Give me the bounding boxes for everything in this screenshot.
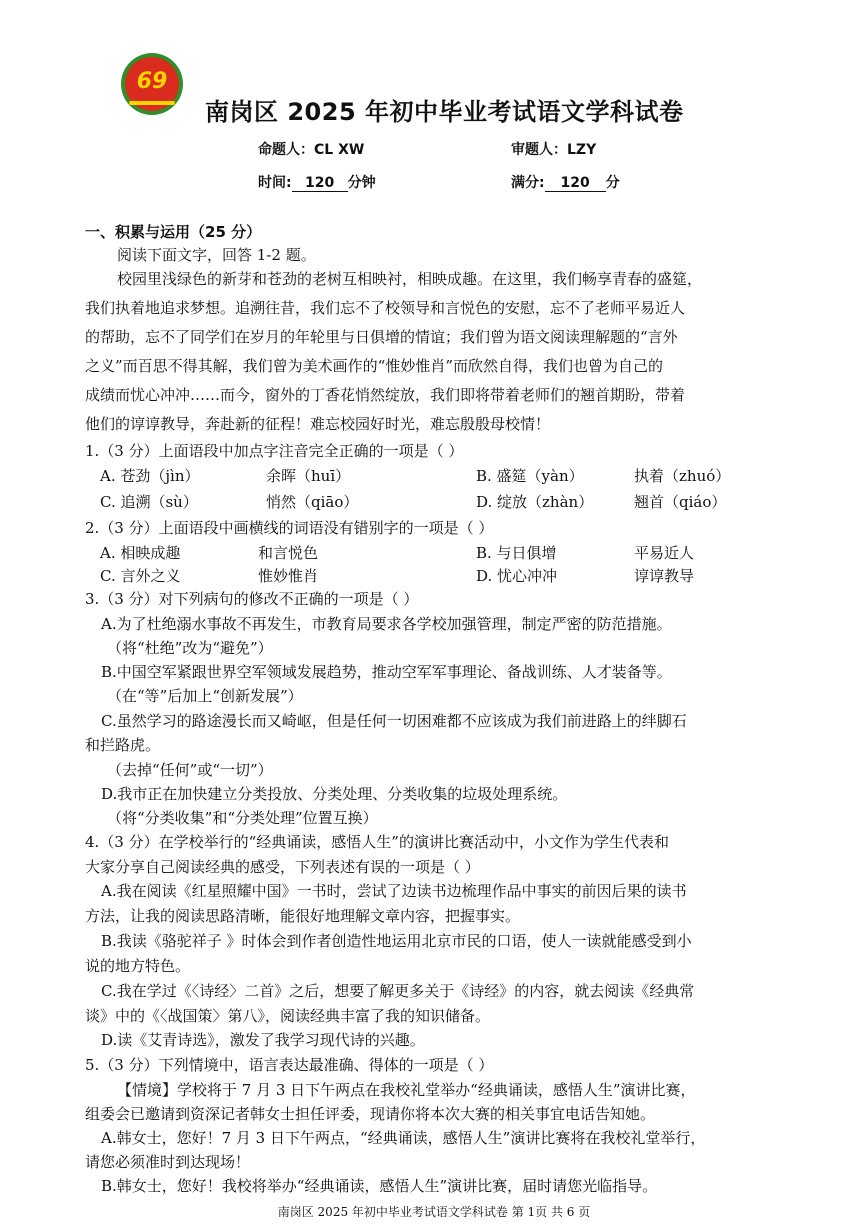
time-value: 120 bbox=[292, 175, 348, 192]
time-info: 时间: 120 分钟 bbox=[258, 175, 376, 191]
q1-option-a2: 余晖（huī） bbox=[266, 467, 351, 485]
q2-option-d2: 谆谆教导 bbox=[634, 567, 695, 585]
page-footer: 南岗区 2025 年初中毕业考试语文学科试卷 第 1页 共 6 页 bbox=[277, 1205, 591, 1219]
passage-line: 校园里浅绿色的新芽和苍劲的老树互相映衬，相映成趣。在这里，我们畅享青春的盛筵， bbox=[117, 270, 703, 288]
school-logo: 69 bbox=[121, 53, 183, 115]
reviewer-label: 审题人：LZY bbox=[511, 142, 597, 158]
q4-line: C.我在学过《〈诗经〉二首》之后，想要了解更多关于《诗经》的内容，就去阅读《经典常 bbox=[101, 982, 695, 1000]
q2-option-b: B. 与日俱增 bbox=[476, 544, 557, 562]
q4-line: 谈》中的《〈战国策〉第八》，阅读经典丰富了我的知识储备。 bbox=[85, 1007, 491, 1025]
q5-line: 组委会已邀请到资深记者韩女士担任评委，现请你将本次大赛的相关事宜电话告知她。 bbox=[85, 1105, 656, 1123]
q1-option-d: D. 绽放（zhàn） bbox=[476, 493, 594, 511]
q5-line: 【情境】学校将于 7 月 3 日下午两点在我校礼堂举办“经典诵读，感悟人生”演讲比赛， bbox=[117, 1081, 696, 1099]
question-4-stem-cont: 大家分享自己阅读经典的感受，下列表述有误的一项是（ ） bbox=[85, 858, 480, 876]
question-5-stem: 5.（3 分）下列情境中，语言表达最准确、得体的一项是（ ） bbox=[85, 1056, 494, 1074]
q4-line: 说的地方特色。 bbox=[85, 957, 191, 975]
q1-option-b2: 执着（zhuó） bbox=[634, 467, 731, 485]
q1-option-c: C. 追溯（sù） bbox=[100, 493, 198, 511]
q3-line: （在“等”后加上“创新发展”） bbox=[107, 687, 303, 705]
q2-option-a2: 和言悦色 bbox=[258, 544, 319, 562]
q5-line: B.韩女士，您好！我校将举办“经典诵读，感悟人生”演讲比赛，届时请您光临指导。 bbox=[101, 1177, 658, 1195]
q2-option-d: D. 忧心冲冲 bbox=[476, 567, 558, 585]
exam-title: 南岗区 2025 年初中毕业考试语文学科试卷 bbox=[205, 98, 684, 126]
q1-option-d2: 翘首（qiáo） bbox=[634, 493, 727, 511]
q2-option-b2: 平易近人 bbox=[634, 544, 695, 562]
q3-line: （去掉“任何”或“一切”） bbox=[107, 761, 273, 779]
passage-line: 成绩而忧心冲冲……而今，窗外的丁香花悄然绽放，我们即将带着老师们的翘首期盼，带着 bbox=[85, 386, 686, 404]
passage-line: 之义”而百思不得其解，我们曾为美术画作的“惟妙惟肖”而欣然自得，我们也曾为自己的 bbox=[85, 357, 664, 375]
q3-line: （将“分类收集”和“分类处理”位置互换） bbox=[107, 809, 378, 827]
q2-option-c2: 惟妙惟肖 bbox=[258, 567, 319, 585]
q2-option-c: C. 言外之义 bbox=[100, 567, 181, 585]
passage-line: 的帮助，忘不了同学们在岁月的年轮里与日俱增的情谊；我们曾为语文阅读理解题的“言外 bbox=[85, 328, 678, 346]
score-info: 满分: 120 分 bbox=[511, 175, 620, 191]
q1-option-a: A. 苍劲（jìn） bbox=[100, 467, 200, 485]
q1-option-b: B. 盛筵（yàn） bbox=[476, 467, 584, 485]
q3-line: C.虽然学习的路途漫长而又崎岖，但是任何一切困难都不应该成为我们前进路上的绊脚石 bbox=[101, 712, 687, 730]
question-1-stem: 1.（3 分）上面语段中加点字注音完全正确的一项是（ ） bbox=[85, 442, 464, 460]
q1-option-c2: 悄然（qiāo） bbox=[266, 493, 359, 511]
passage-line: 他们的谆谆教导，奔赴新的征程！难忘校园好时光，难忘殷殷母校情！ bbox=[85, 415, 551, 433]
score-value: 120 bbox=[545, 175, 606, 192]
reading-instruction: 阅读下面文字，回答 1-2 题。 bbox=[117, 246, 316, 264]
q4-line: 方法，让我的阅读思路清晰，能很好地理解文章内容，把握事实。 bbox=[85, 907, 521, 925]
q5-line: A.韩女士，您好！7 月 3 日下午两点，“经典诵读，感悟人生”演讲比赛将在我校礼堂举行， bbox=[101, 1129, 706, 1147]
q5-line: 请您必须准时到达现场！ bbox=[85, 1153, 251, 1171]
question-4-stem: 4.（3 分）在学校举行的“经典诵读，感悟人生”的演讲比赛活动中，小文作为学生代表和 bbox=[85, 833, 669, 851]
q3-line: A.为了杜绝溺水事故不再发生，市教育局要求各学校加强管理，制定严密的防范措施。 bbox=[101, 615, 672, 633]
q3-line: D.我市正在加快建立分类投放、分类处理、分类收集的垃圾处理系统。 bbox=[101, 785, 568, 803]
q2-option-a: A. 相映成趣 bbox=[100, 544, 181, 562]
q4-line: D.读《艾青诗选》，激发了我学习现代诗的兴趣。 bbox=[101, 1031, 425, 1049]
author-label: 命题人：CL XW bbox=[258, 142, 365, 158]
q3-line: （将“杜绝”改为“避免”） bbox=[107, 639, 273, 657]
question-3-stem: 3.（3 分）对下列病句的修改不正确的一项是（ ） bbox=[85, 590, 419, 608]
q4-line: A.我在阅读《红星照耀中国》一书时，尝试了边读书边梳理作品中事实的前因后果的读书 bbox=[101, 882, 687, 900]
question-2-stem: 2.（3 分）上面语段中画横线的词语没有错别字的一项是（ ） bbox=[85, 519, 494, 537]
q4-line: B.我读《骆驼祥子 》时体会到作者创造性地运用北京市民的口语，使人一读就能感受到小 bbox=[101, 932, 692, 950]
q3-line: 和拦路虎。 bbox=[85, 736, 161, 754]
passage-line: 我们执着地追求梦想。追溯往昔，我们忘不了校领导和言悦色的安慰，忘不了老师平易近人 bbox=[85, 299, 686, 317]
section-heading: 一、积累与运用（25 分） bbox=[85, 223, 262, 241]
q3-line: B.中国空军紧跟世界空军领域发展趋势，推动空军军事理论、备战训练、人才装备等。 bbox=[101, 663, 672, 681]
